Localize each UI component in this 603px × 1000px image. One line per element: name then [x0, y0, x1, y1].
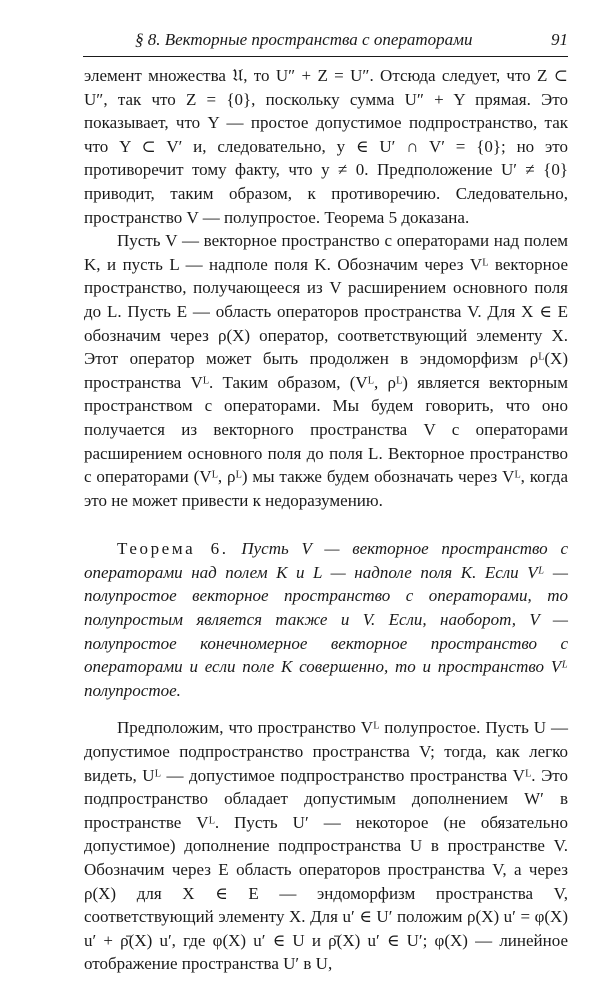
paragraph-continuation: элемент множества 𝔘, то U″ + Z = U″. Отсюда следует, что Z ⊂ U″, так что Z = {0}, поскольку сумма U″ + Y прямая. Это показывает, что Y — простое допустимое подпространство, так что Y ⊂ V′ и, следовательно, y ∈ U′ ∩ V′ = {0}; но это противоречит тому факту, что y ≠ 0. Предположение U′ ≠ {0} приводит, таким образом, к противоречию. Следовательно, пространство V — полупростое. Теорема 5 доказана. [84, 66, 568, 227]
page-body [84, 64, 568, 976]
paragraph-extension-definition: Пусть V — векторное пространство с операторами над полем K, и пусть L — надполе поля K. Обозначим через Vᴸ векторное пространство, получающееся из V расширением основного поля до L. Пусть E — область операторов пространства V. Для X ∈ E обозначим через ρ(X) оператор, соответствующий элементу X. Этот оператор может быть продолжен в эндоморфизм ρᴸ(X) пространства Vᴸ. Таким образом, (Vᴸ, ρᴸ) является векторным пространством с операторами. Мы будем говорить, что оно получается из векторного пространства V с операторами расширением основного поля до поля L. Векторное пространство с операторами (Vᴸ, ρᴸ) мы также будем обозначать через Vᴸ, когда это не может привести к недоразумению. [84, 231, 568, 510]
theorem-label: Теорема 6. [117, 539, 229, 559]
theorem-6 [84, 537, 568, 702]
theorem-statement: Пусть V — векторное пространство с операторами над полем K и L — надполе поля K. Если Vᴸ — полупростое векторное пространство с операторами, то полупростым является также и V. Если, наоборот, V — полупростое конечномерное векторное пространство с операторами и если поле K совершенно, то и пространство Vᴸ полупростое. [84, 539, 568, 700]
section-title: § 8. Векторные пространства с операторами [135, 30, 473, 49]
page-number: 91 [551, 30, 568, 49]
header-rule [83, 56, 568, 57]
proof-paragraph: Предположим, что пространство Vᴸ полупростое. Пусть U — допустимое подпространство пространства V; тогда, как легко видеть, Uᴸ — допустимое подпространство пространства Vᴸ. Это подпространство обладает допустимым дополнением W′ в пространстве Vᴸ. Пусть U′ — некоторое (не обязательно допустимое) дополнение подпространства U в пространстве V. Обозначим через E область операторов пространства V, а через ρ(X) для X ∈ E — эндоморфизм пространства V, соответствующий элементу X. Для u′ ∈ U′ положим ρ(X) u′ = φ(X) u′ + ρ̄(X) u′, где φ(X) u′ ∈ U и ρ̄(X) u′ ∈ U′; φ(X) — линейное отображение пространства U′ в U, [84, 718, 568, 974]
running-header [83, 30, 568, 54]
